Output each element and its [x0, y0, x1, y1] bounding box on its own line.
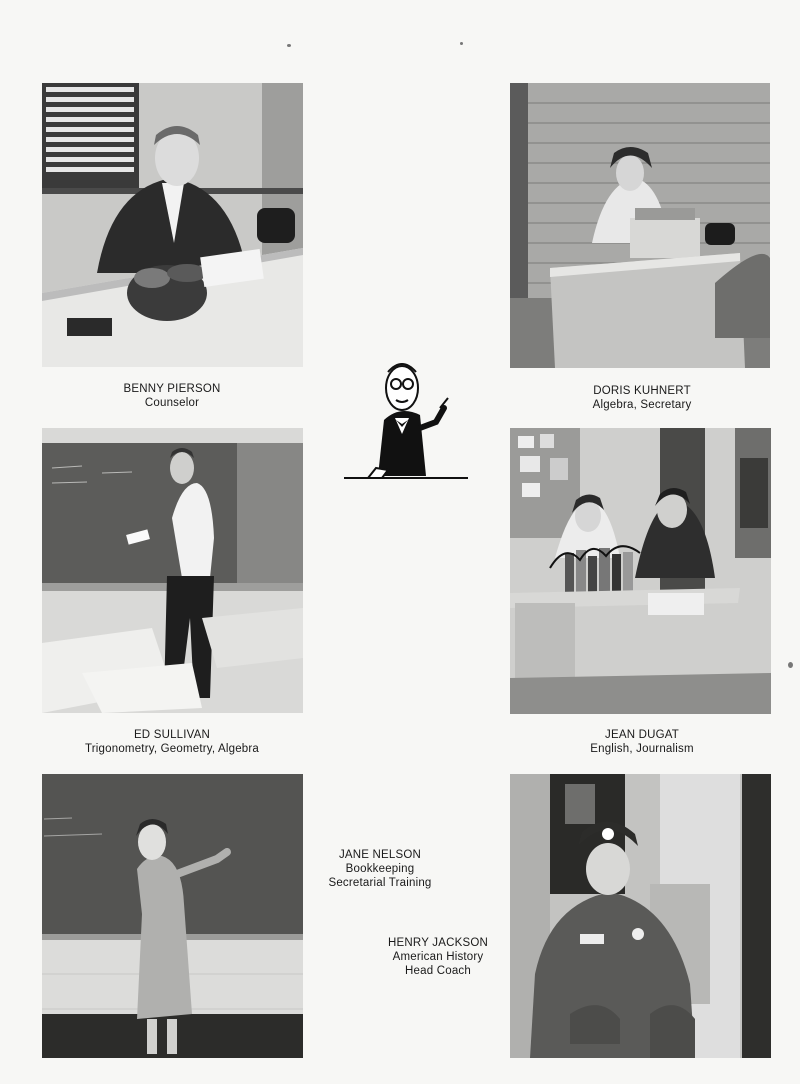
faculty-role: Bookkeeping: [345, 863, 415, 875]
caption-pierson: [72, 382, 272, 410]
woman-at-chalkboard-photo: [42, 774, 303, 1058]
faculty-name: DORIS KUHNERT: [593, 385, 691, 397]
faculty-role: Head Coach: [405, 965, 471, 977]
faculty-role: Trigonometry, Geometry, Algebra: [84, 743, 260, 755]
faculty-name: ED SULLIVAN: [133, 729, 211, 741]
caption-dugat: [542, 728, 742, 756]
women-at-table-photo: [510, 428, 771, 714]
faculty-role: Counselor: [144, 397, 200, 409]
man-at-chalkboard-photo: [42, 428, 303, 713]
faculty-name: JEAN DUGAT: [605, 729, 679, 741]
faculty-role: Algebra, Secretary: [592, 399, 692, 411]
man-at-desk-photo: [42, 83, 303, 367]
coach-seated-photo: [510, 774, 771, 1058]
faculty-role: American History: [392, 951, 484, 963]
print-speck: [460, 42, 463, 45]
faculty-role: Secretarial Training: [328, 877, 432, 889]
caption-kuhnert: [542, 384, 742, 412]
faculty-name: BENNY PIERSON: [123, 383, 221, 395]
woman-typing-photo: [510, 83, 770, 368]
caption-sullivan: [52, 728, 292, 756]
print-speck: [788, 662, 793, 668]
faculty-name: JANE NELSON: [338, 849, 422, 861]
caption-jackson: [358, 936, 518, 978]
faculty-role: English, Journalism: [590, 743, 694, 755]
professor-pointing-cartoon: [340, 350, 472, 485]
print-speck: [287, 44, 291, 47]
caption-nelson: [300, 848, 460, 890]
faculty-name: HENRY JACKSON: [388, 937, 488, 949]
